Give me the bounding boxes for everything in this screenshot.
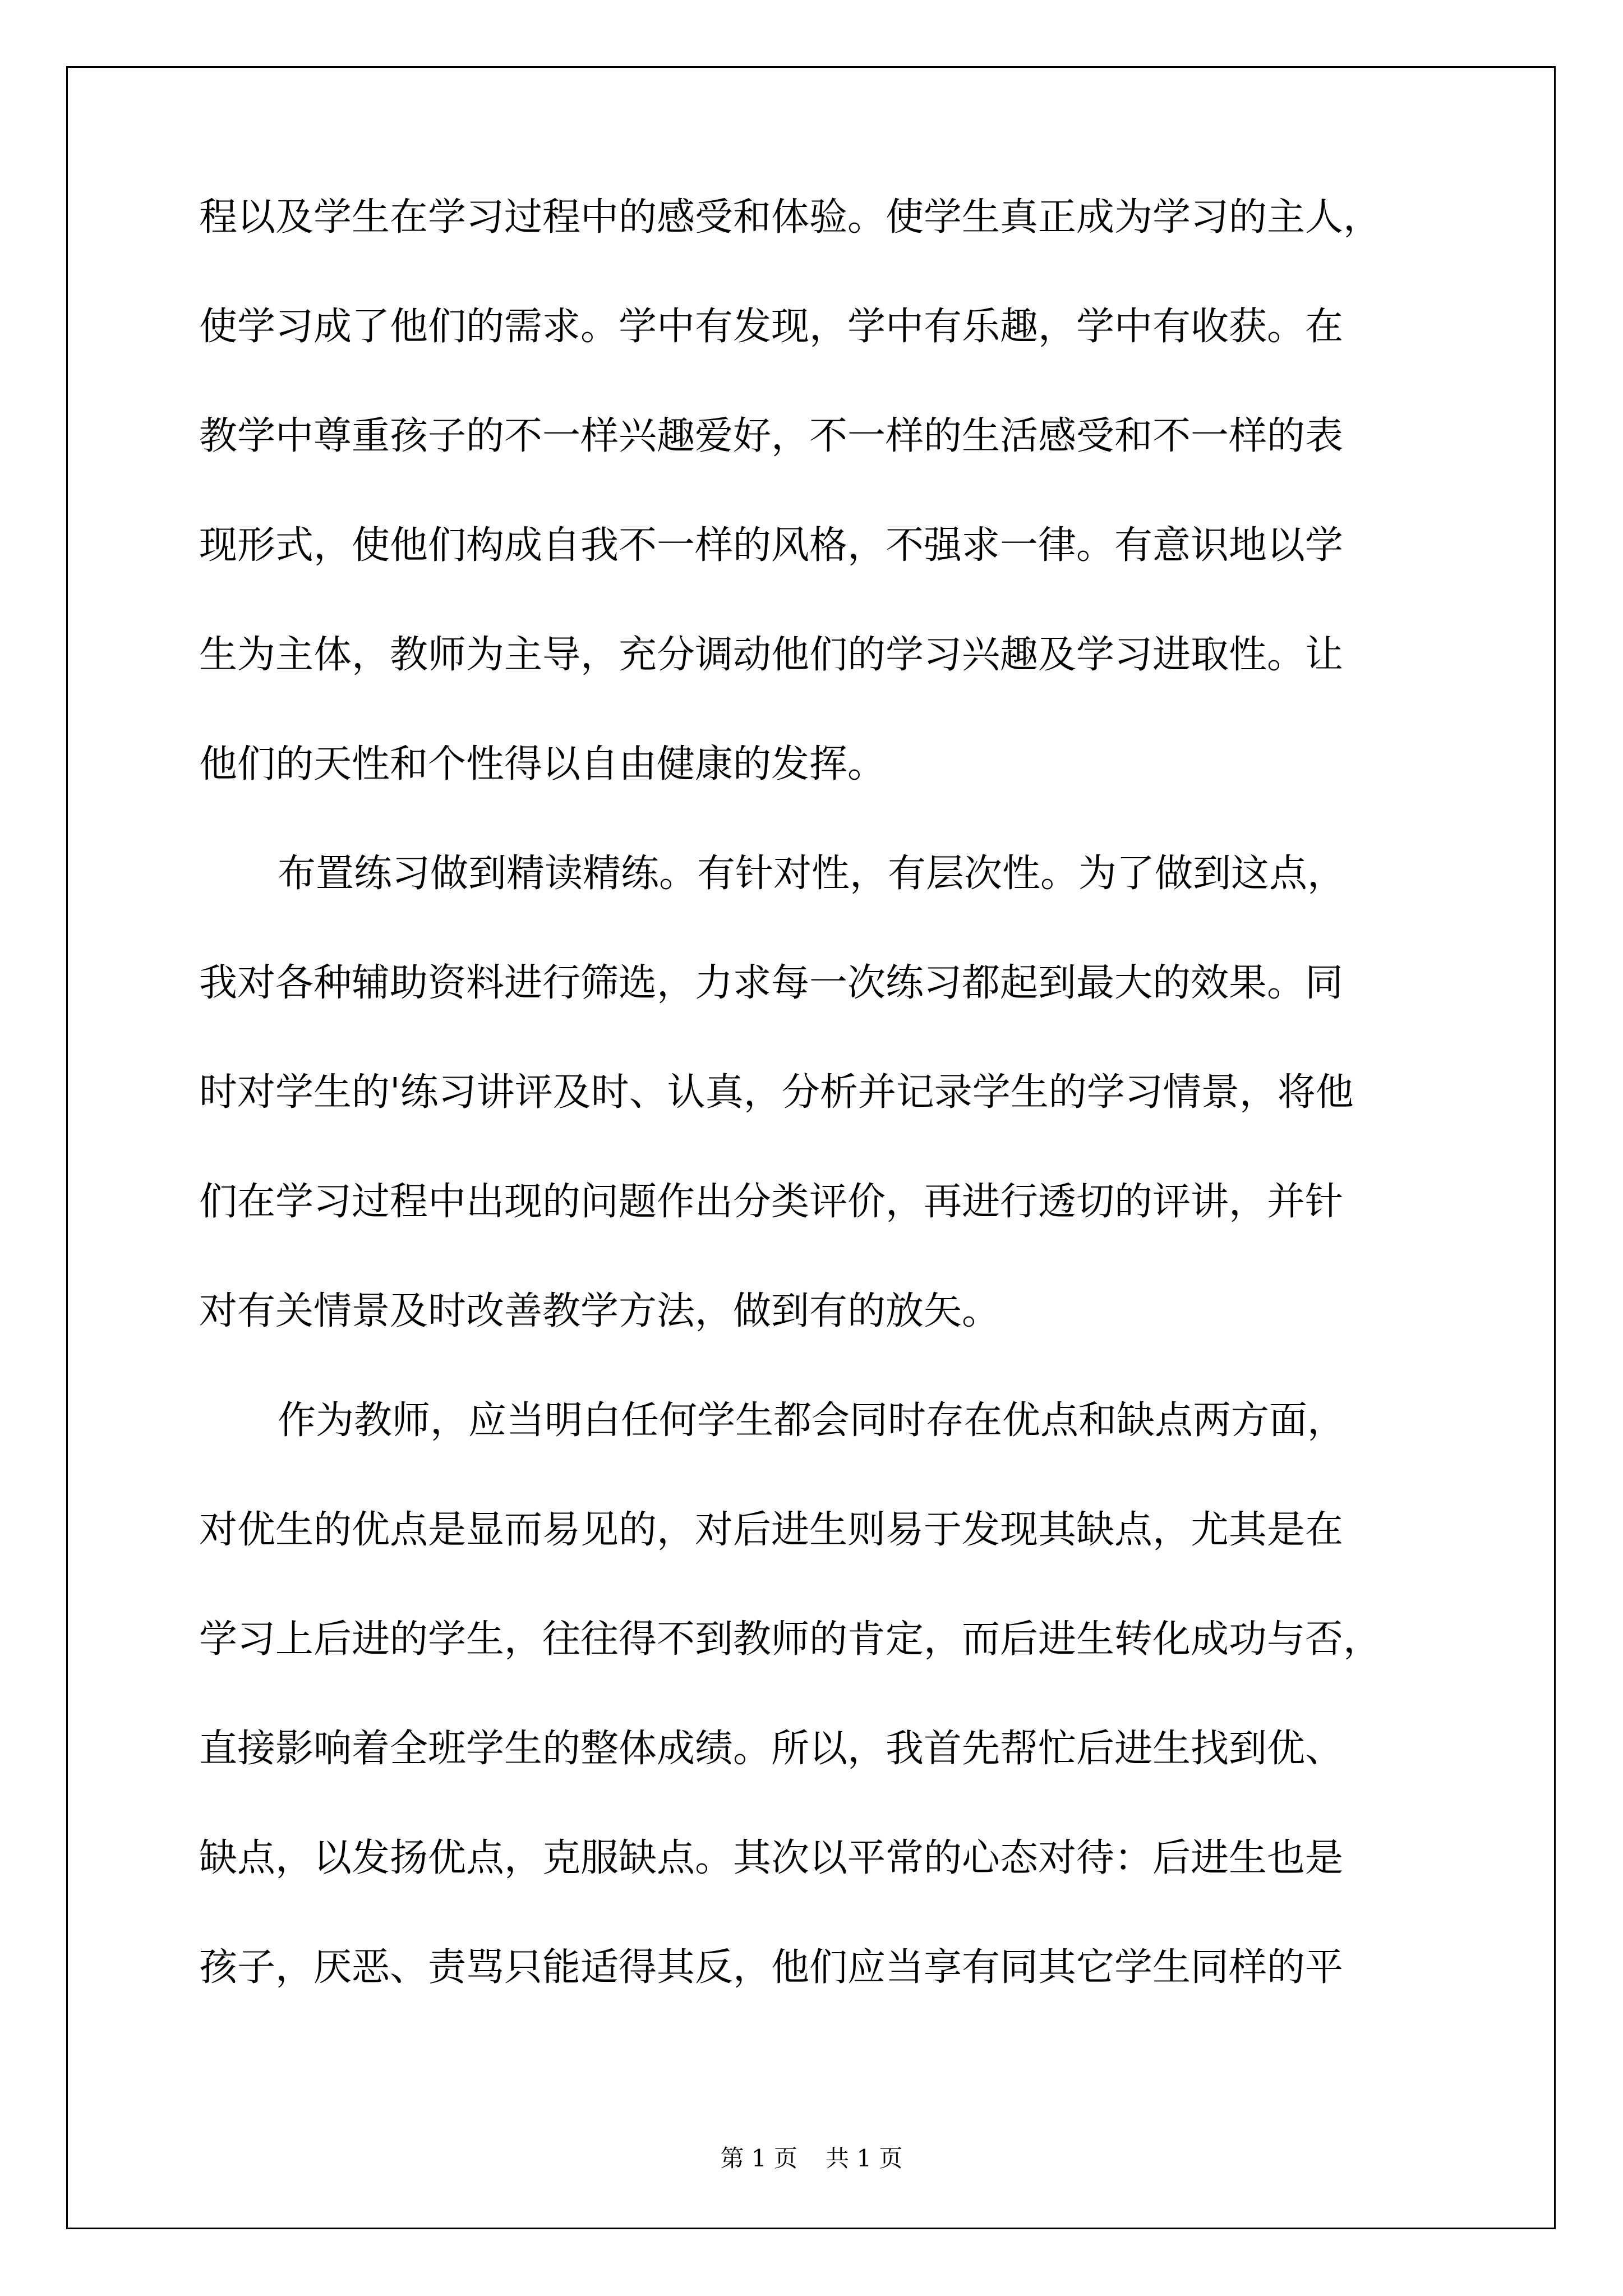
text-line: 学习上后进的学生，往往得不到教师的肯定，而后进生转化成功与否，: [199, 1617, 1382, 1662]
text-line: 布置练习做到精读精练。有针对性，有层次性。为了做到这点，: [278, 852, 1346, 896]
text-line: 生为主体，教师为主导，充分调动他们的学习兴趣及学习进取性。让: [199, 633, 1344, 677]
page-border: [66, 66, 1556, 2229]
text-line: 对有关情景及时改善教学方法，做到有的放矢。: [199, 1289, 1000, 1333]
text-line: 缺点，以发扬优点，克服缺点。其次以平常的心态对待：后进生也是: [199, 1836, 1344, 1880]
text-line: 程以及学生在学习过程中的感受和体验。使学生真正成为学习的主人，: [199, 195, 1382, 240]
text-line: 现形式，使他们构成自我不一样的风格，不强求一律。有意识地以学: [199, 523, 1344, 568]
text-line: 作为教师，应当明白任何学生都会同时存在优点和缺点两方面，: [278, 1398, 1346, 1443]
text-line: 教学中尊重孩子的不一样兴趣爱好，不一样的生活感受和不一样的表: [199, 414, 1344, 458]
text-line: 直接影响着全班学生的整体成绩。所以，我首先帮忙后进生找到优、: [199, 1727, 1344, 1771]
text-line: 他们的天性和个性得以自由健康的发挥。: [199, 742, 886, 786]
page-footer: [0, 2140, 1623, 2174]
page-number: 第 1 页: [720, 2145, 797, 2172]
text-line: 时对学生的'练习讲评及时、认真，分析并记录学生的学习情景，将他: [199, 1070, 1354, 1115]
text-line: 孩子，厌恶、责骂只能适得其反，他们应当享有同其它学生同样的平: [199, 1945, 1344, 1990]
text-line: 对优生的优点是显而易见的，对后进生则易于发现其缺点，尤其是在: [199, 1508, 1344, 1552]
text-line: 们在学习过程中出现的问题作出分类评价，再进行透切的评讲，并针: [199, 1180, 1344, 1224]
text-line: 我对各种辅助资料进行筛选，力求每一次练习都起到最大的效果。同: [199, 961, 1344, 1005]
text-line: 使学习成了他们的需求。学中有发现，学中有乐趣，学中有收获。在: [199, 305, 1344, 349]
page-total: 共 1 页: [826, 2145, 903, 2172]
